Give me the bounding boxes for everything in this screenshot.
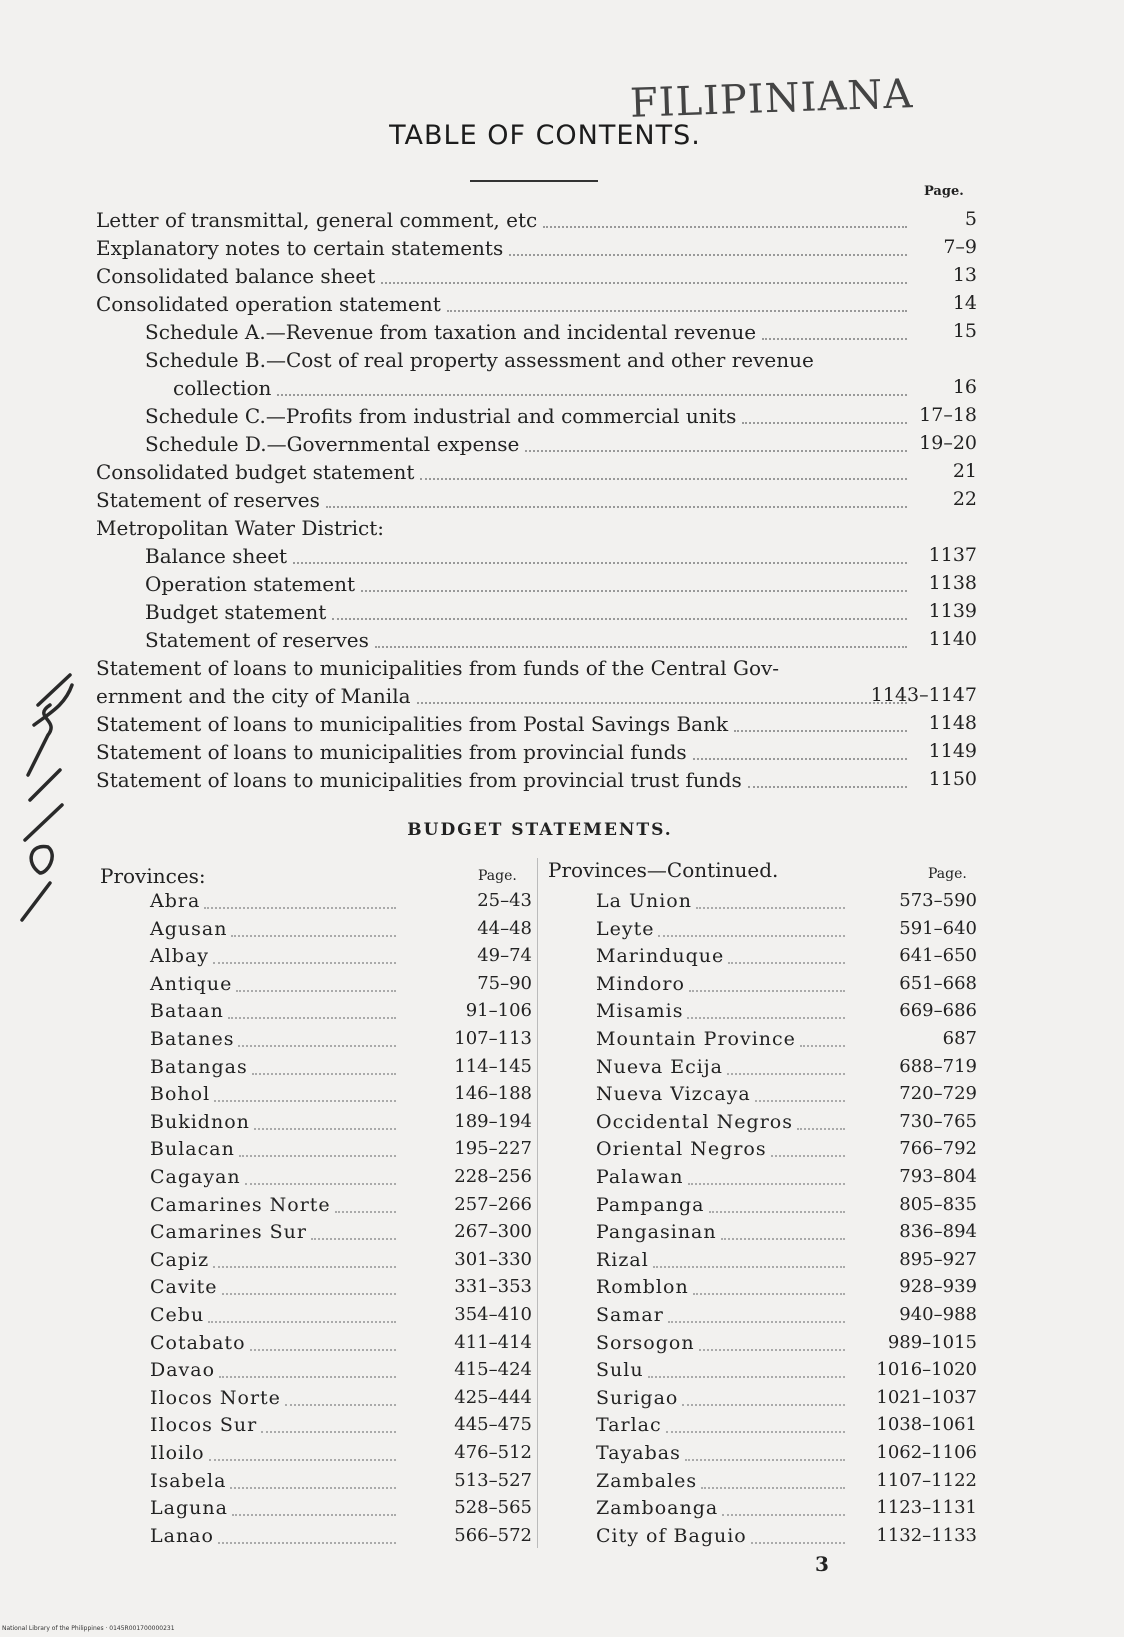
province-page-range: 49–74 (477, 945, 532, 966)
province-page-range: 91–106 (465, 1000, 532, 1021)
province-entry (0, 1194, 1124, 1220)
province-entry (0, 973, 1124, 999)
province-entry (0, 1387, 1124, 1413)
province-dot-leader (648, 1376, 845, 1378)
toc-entry (0, 460, 1124, 488)
province-page-range: 895–927 (899, 1249, 977, 1270)
province-dot-leader (701, 1487, 845, 1489)
province-page-range: 1016–1020 (876, 1359, 977, 1380)
handwritten-annotation (10, 665, 80, 925)
province-dot-leader (688, 1183, 845, 1185)
province-page-range: 146–188 (454, 1083, 532, 1104)
province-dot-leader (653, 1266, 845, 1268)
title-rule (470, 180, 598, 182)
province-name: City of Baguio (596, 1525, 747, 1547)
province-name: Batanes (150, 1028, 235, 1050)
toc-entry-title: Explanatory notes to certain statements (96, 236, 504, 260)
province-name: Antique (150, 973, 233, 995)
toc-entry (0, 684, 1124, 712)
province-name: Cotabato (150, 1332, 246, 1354)
province-page-range: 107–113 (454, 1028, 532, 1049)
province-entry (0, 1166, 1124, 1192)
toc-entry-page: 1138 (928, 572, 977, 594)
province-page-range: 687 (942, 1028, 977, 1049)
toc-entry-page: 19–20 (919, 432, 977, 454)
toc-dot-leader (525, 450, 907, 452)
toc-entry-page: 17–18 (919, 404, 977, 426)
province-page-range: 766–792 (899, 1138, 977, 1159)
province-entry (0, 1028, 1124, 1054)
toc-entry (0, 348, 1124, 376)
province-page-range: 257–266 (454, 1194, 532, 1215)
footer-note: National Library of the Philippines · 0145R001700000231 (2, 1625, 175, 1632)
province-name: La Union (596, 890, 692, 912)
province-page-range: 331–353 (454, 1276, 532, 1297)
province-name: Bukidnon (150, 1111, 250, 1133)
province-name: Sorsogon (596, 1332, 695, 1354)
toc-dot-leader (447, 310, 907, 312)
province-entry (0, 1000, 1124, 1026)
toc-entry-page: 5 (964, 208, 977, 230)
province-dot-leader (668, 1321, 845, 1323)
province-name: Leyte (596, 918, 655, 940)
province-page-range: 513–527 (454, 1470, 532, 1491)
toc-entry (0, 600, 1124, 628)
toc-dot-leader (293, 562, 907, 564)
province-name: Surigao (596, 1387, 679, 1409)
toc-entry-title: Statement of loans to municipalities from funds of the Central Gov- (96, 656, 780, 680)
toc-entry-title: Balance sheet (145, 544, 288, 568)
province-name: Palawan (596, 1166, 684, 1188)
toc-entry-page: 22 (952, 488, 977, 510)
toc-entry-title: Consolidated balance sheet (96, 264, 376, 288)
province-name: Laguna (150, 1497, 228, 1519)
toc-entry-title: collection (173, 376, 272, 400)
page-number: 3 (815, 1552, 829, 1576)
province-dot-leader (699, 1349, 845, 1351)
left-page-column-header: Page. (478, 868, 517, 884)
province-name: Camarines Norte (150, 1194, 331, 1216)
province-name: Zamboanga (596, 1497, 719, 1519)
province-name: Lanao (150, 1525, 214, 1547)
province-dot-leader (728, 962, 845, 964)
toc-entry (0, 292, 1124, 320)
toc-entry-title: Budget statement (145, 600, 327, 624)
toc-dot-leader (361, 590, 907, 592)
province-entry (0, 1138, 1124, 1164)
province-dot-leader (755, 1100, 845, 1102)
toc-dot-leader (762, 338, 907, 340)
toc-entry-title: Statement of loans to municipalities from provincial trust funds (96, 768, 742, 792)
province-page-range: 940–988 (899, 1304, 977, 1325)
toc-entry-title: Operation statement (145, 572, 356, 596)
province-entry (0, 1470, 1124, 1496)
province-page-range: 228–256 (454, 1166, 532, 1187)
province-page-range: 44–48 (477, 918, 532, 939)
province-entry (0, 1497, 1124, 1523)
toc-entry-title: ernment and the city of Manila (96, 684, 411, 708)
province-page-range: 805–835 (899, 1194, 977, 1215)
province-name: Samar (596, 1304, 664, 1326)
toc-entry (0, 320, 1124, 348)
provinces-continued-heading: Provinces—Continued. (548, 858, 779, 882)
toc-entry (0, 628, 1124, 656)
page-title: TABLE OF CONTENTS. (389, 120, 701, 151)
province-page-range: 688–719 (899, 1056, 977, 1077)
province-entry (0, 1359, 1124, 1385)
province-page-range: 641–650 (899, 945, 977, 966)
province-name: Mountain Province (596, 1028, 796, 1050)
province-page-range: 354–410 (454, 1304, 532, 1325)
province-name: Bulacan (150, 1138, 235, 1160)
province-dot-leader (721, 1238, 845, 1240)
province-dot-leader (682, 1404, 845, 1406)
toc-entry-page: 13 (952, 264, 977, 286)
toc-entry (0, 488, 1124, 516)
toc-entry-title: Metropolitan Water District: (96, 516, 384, 540)
province-dot-leader (693, 1293, 845, 1295)
toc-entry (0, 712, 1124, 740)
toc-entry-page: 1140 (928, 628, 977, 650)
province-dot-leader (727, 1073, 845, 1075)
province-dot-leader (689, 990, 845, 992)
toc-entry (0, 656, 1124, 684)
province-name: Marinduque (596, 945, 725, 967)
province-entry (0, 1414, 1124, 1440)
toc-entry (0, 404, 1124, 432)
province-name: Nueva Ecija (596, 1056, 724, 1078)
province-page-range: 989–1015 (887, 1332, 977, 1353)
toc-entry-page: 1139 (928, 600, 977, 622)
province-entry (0, 1276, 1124, 1302)
toc-dot-leader (742, 422, 907, 424)
toc-entry (0, 516, 1124, 544)
province-dot-leader (687, 1017, 845, 1019)
province-page-range: 928–939 (899, 1276, 977, 1297)
province-page-range: 1132–1133 (876, 1525, 977, 1546)
toc-dot-leader (748, 786, 907, 788)
toc-dot-leader (332, 618, 907, 620)
province-entry (0, 1442, 1124, 1468)
province-entry (0, 890, 1124, 916)
toc-entry-page: 21 (952, 460, 977, 482)
province-name: Tarlac (596, 1414, 662, 1436)
province-page-range: 415–424 (454, 1359, 532, 1380)
province-page-range: 1107–1122 (876, 1470, 977, 1491)
province-entry (0, 1083, 1124, 1109)
province-dot-leader (751, 1542, 845, 1544)
province-name: Mindoro (596, 973, 685, 995)
province-name: Cagayan (150, 1166, 241, 1188)
toc-entry-title: Consolidated operation statement (96, 292, 441, 316)
budget-statements-title: BUDGET STATEMENTS. (407, 820, 673, 840)
province-name: Isabela (150, 1470, 227, 1492)
province-dot-leader (771, 1155, 845, 1157)
province-name: Rizal (596, 1249, 649, 1271)
toc-entry-title: Schedule B.—Cost of real property assessment and other revenue (145, 348, 814, 372)
province-entry (0, 1111, 1124, 1137)
toc-entry-page: 14 (952, 292, 977, 314)
province-name: Romblon (596, 1276, 689, 1298)
province-name: Cebu (150, 1304, 205, 1326)
toc-page-column-header: Page. (924, 184, 964, 199)
province-name: Cavite (150, 1276, 218, 1298)
province-name: Bohol (150, 1083, 211, 1105)
toc-dot-leader (326, 506, 907, 508)
province-name: Abra (150, 890, 201, 912)
province-page-range: 75–90 (477, 973, 532, 994)
toc-entry-page: 15 (952, 320, 977, 342)
toc-dot-leader (277, 394, 907, 396)
province-name: Ilocos Sur (150, 1414, 258, 1436)
toc-entry (0, 376, 1124, 404)
province-page-range: 301–330 (454, 1249, 532, 1270)
toc-entry-page: 16 (952, 376, 977, 398)
province-name: Tayabas (596, 1442, 681, 1464)
toc-entry (0, 740, 1124, 768)
province-name: Pampanga (596, 1194, 705, 1216)
toc-entry-page: 1149 (928, 740, 977, 762)
province-page-range: 669–686 (899, 1000, 977, 1021)
toc-entry (0, 208, 1124, 236)
province-page-range: 476–512 (454, 1442, 532, 1463)
province-name: Capiz (150, 1249, 210, 1271)
province-name: Camarines Sur (150, 1221, 307, 1243)
filipiniana-stamp: FILIPINIANA (629, 71, 914, 127)
province-entry (0, 1304, 1124, 1330)
toc-entry (0, 432, 1124, 460)
province-page-range: 1123–1131 (876, 1497, 977, 1518)
province-entry (0, 1249, 1124, 1275)
toc-entry-title: Schedule A.—Revenue from taxation and incidental revenue (145, 320, 757, 344)
province-page-range: 411–414 (454, 1332, 532, 1353)
toc-entry-title: Consolidated budget statement (96, 460, 415, 484)
province-name: Misamis (596, 1000, 684, 1022)
toc-entry-page: 1137 (928, 544, 977, 566)
province-dot-leader (797, 1128, 845, 1130)
toc-entry (0, 572, 1124, 600)
toc-entry-page: 1148 (928, 712, 977, 734)
toc-dot-leader (734, 730, 907, 732)
toc-entry-page: 7–9 (943, 236, 977, 258)
toc-entry-title: Statement of reserves (145, 628, 369, 652)
province-page-range: 566–572 (454, 1525, 532, 1546)
province-dot-leader (658, 935, 845, 937)
right-page-column-header: Page. (928, 866, 967, 882)
toc-entry-title: Schedule C.—Profits from industrial and commercial units (145, 404, 737, 428)
province-page-range: 651–668 (899, 973, 977, 994)
toc-entry-title: Statement of loans to municipalities from Postal Savings Bank (96, 712, 729, 736)
province-name: Albay (150, 945, 210, 967)
province-name: Agusan (150, 918, 228, 940)
toc-dot-leader (420, 478, 907, 480)
province-page-range: 195–227 (454, 1138, 532, 1159)
toc-dot-leader (509, 254, 907, 256)
province-entry (0, 945, 1124, 971)
province-name: Occidental Negros (596, 1111, 793, 1133)
province-dot-leader (709, 1211, 845, 1213)
toc-entry-title: Schedule D.—Governmental expense (145, 432, 520, 456)
province-dot-leader (722, 1514, 845, 1516)
province-name: Oriental Negros (596, 1138, 767, 1160)
province-name: Iloilo (150, 1442, 205, 1464)
province-entry (0, 1056, 1124, 1082)
province-name: Zambales (596, 1470, 698, 1492)
toc-entry (0, 236, 1124, 264)
province-page-range: 445–475 (454, 1414, 532, 1435)
province-entry (0, 1525, 1124, 1551)
toc-dot-leader (543, 226, 907, 228)
toc-entry-title: Letter of transmittal, general comment, etc (96, 208, 538, 232)
toc-entry-page: 1150 (928, 768, 977, 790)
toc-entry (0, 768, 1124, 796)
toc-dot-leader (375, 646, 907, 648)
toc-entry-title: Statement of reserves (96, 488, 320, 512)
province-name: Nueva Vizcaya (596, 1083, 751, 1105)
toc-dot-leader (381, 282, 907, 284)
province-page-range: 189–194 (454, 1111, 532, 1132)
province-name: Pangasinan (596, 1221, 717, 1243)
province-page-range: 573–590 (899, 890, 977, 911)
province-dot-leader (666, 1431, 845, 1433)
provinces-heading: Provinces: (100, 864, 206, 888)
province-entry (0, 1332, 1124, 1358)
province-page-range: 114–145 (454, 1056, 532, 1077)
province-name: Davao (150, 1359, 216, 1381)
toc-dot-leader (693, 758, 907, 760)
toc-entry (0, 544, 1124, 572)
province-page-range: 1038–1061 (876, 1414, 977, 1435)
toc-dot-leader (417, 702, 907, 704)
province-name: Batangas (150, 1056, 248, 1078)
province-page-range: 25–43 (477, 890, 532, 911)
province-name: Bataan (150, 1000, 224, 1022)
province-page-range: 591–640 (899, 918, 977, 939)
province-name: Ilocos Norte (150, 1387, 281, 1409)
province-dot-leader (696, 907, 845, 909)
province-dot-leader (800, 1045, 845, 1047)
toc-entry-page: 1143–1147 (870, 684, 977, 706)
province-entry (0, 1221, 1124, 1247)
toc-entry (0, 264, 1124, 292)
province-page-range: 1021–1037 (876, 1387, 977, 1408)
province-page-range: 425–444 (454, 1387, 532, 1408)
province-page-range: 720–729 (899, 1083, 977, 1104)
toc-entry-title: Statement of loans to municipalities from provincial funds (96, 740, 687, 764)
province-page-range: 793–804 (899, 1166, 977, 1187)
province-dot-leader (685, 1459, 845, 1461)
province-name: Sulu (596, 1359, 644, 1381)
province-entry (0, 918, 1124, 944)
province-page-range: 267–300 (454, 1221, 532, 1242)
province-page-range: 730–765 (899, 1111, 977, 1132)
province-page-range: 528–565 (454, 1497, 532, 1518)
province-page-range: 836–894 (899, 1221, 977, 1242)
province-page-range: 1062–1106 (876, 1442, 977, 1463)
